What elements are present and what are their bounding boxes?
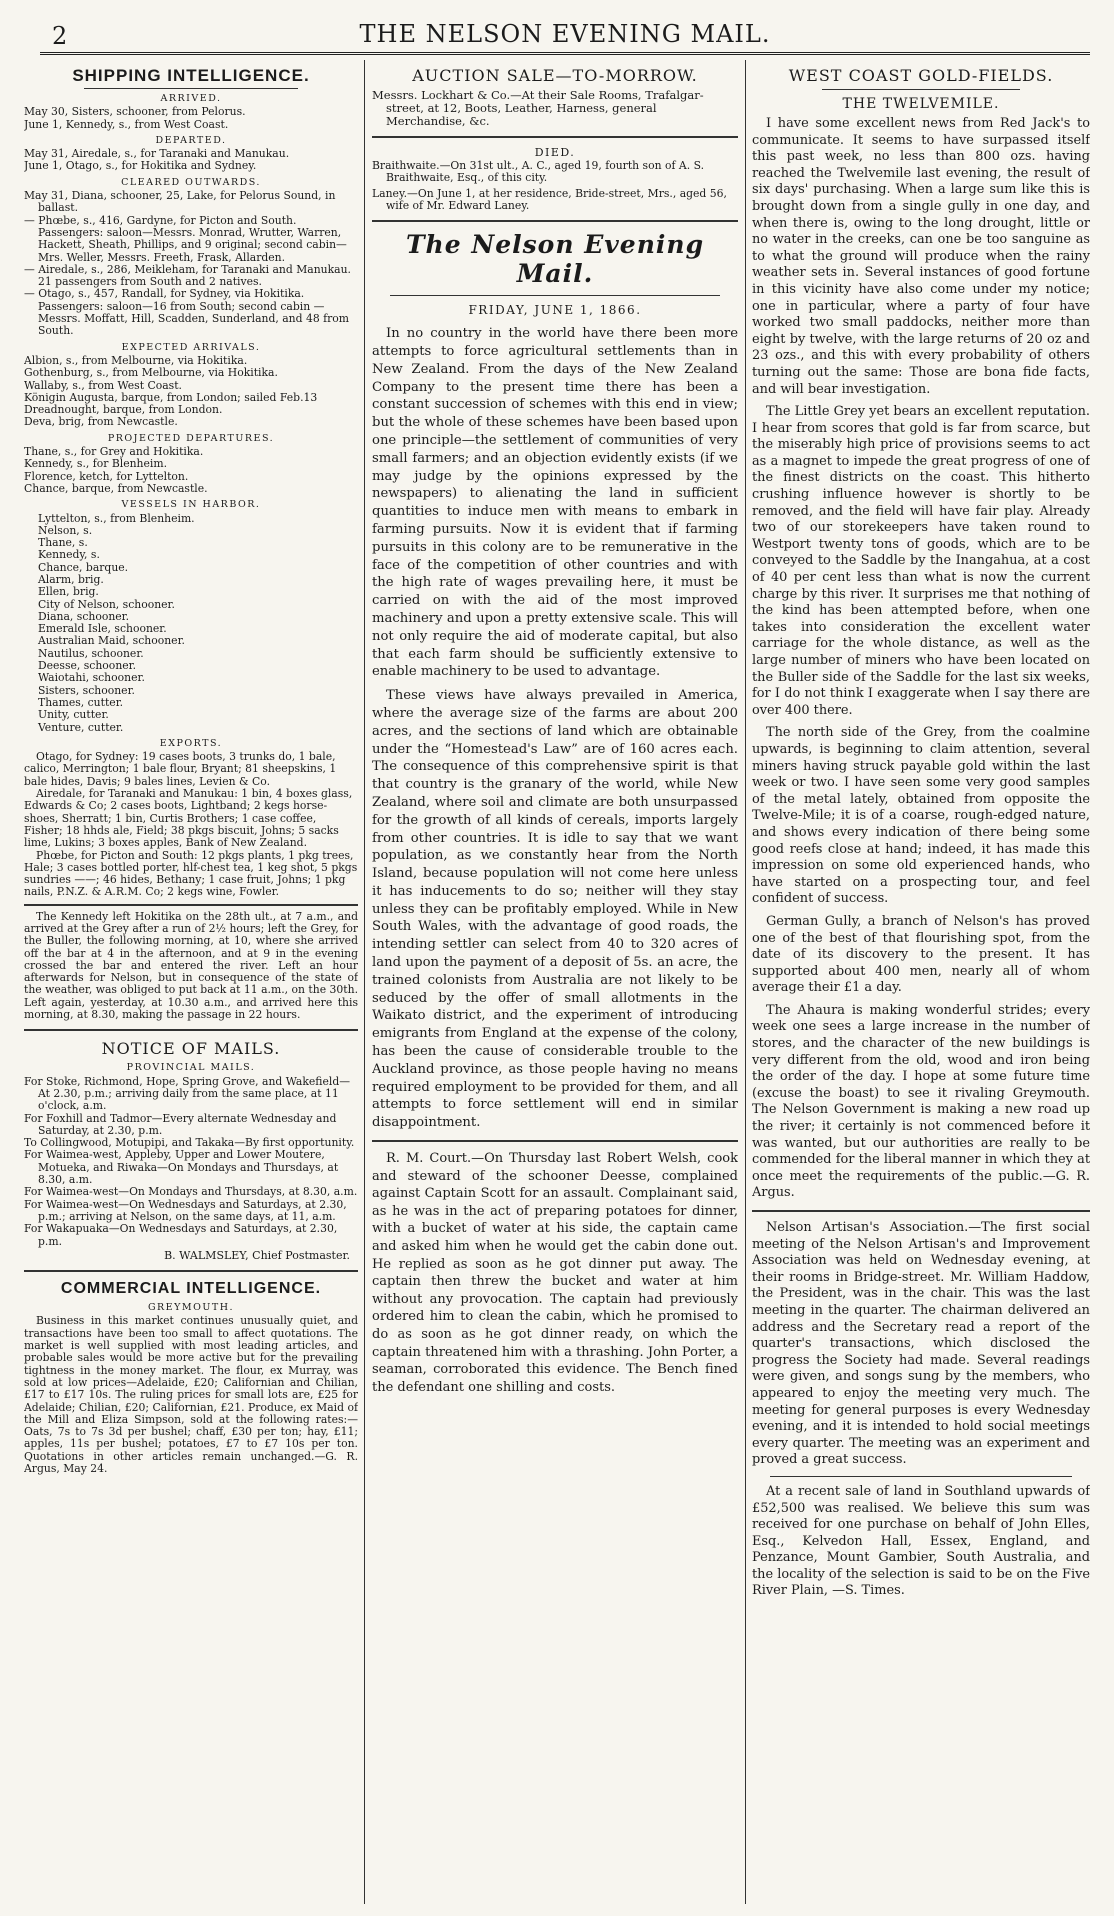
departed-heading: DEPARTED. [155,134,227,146]
divider [24,1029,358,1031]
kennedy-note: The Kennedy left Hokitika on the 28th ult., at 7 a.m., and arrived at the Grey after a run of 2½ hours; left the Grey, for the Buller, the following morning, at 10, where she arrived off the bar at 4 in the afternoon, and at 9 in the evening crossed the bar and entered the river. Left an hour afterwards for Nelson, but in consequence of the state of the weather, was obliged to put back at 11 a.m., on the 30th. Left again, yesterday, at 10.30 a.m., and arrived here this morning, at 8.30, making the passage in 22 hours. [24,909,358,1022]
mails-signature: B. WALMSLEY, Chief Postmaster. [164,1248,350,1262]
goldfields-subheading: THE TWELVEMILE. [842,96,1000,112]
cleared-item: May 31, Diana, schooner, 25, Lake, for Pelorus Sound, in ballast. [24,189,336,215]
divider [822,89,1020,90]
mail-item: To Collingwood, Motupipi, and Takaka—By first opportunity. [24,1136,355,1150]
exports-heading: EXPORTS. [159,737,223,749]
died-item: Braithwaite.—On 31st ult., A. C., aged 19, fourth son of A. S. Braithwaite, Esq., of this city. [372,159,705,185]
arrived-item: June 1, Kennedy, s., from West Coast. [24,117,229,131]
masthead [40,14,1090,48]
editorial-paragraph: These views have always prevailed in America, where the average size of the farms are about 200 acres, and the sections of land which are obtainable under the “Homestead's Law” are of 160 acres each. The consequence of this comprehensive spirit is that that country is the granary of the world, while New Zealand, where soil and climate are both unsurpassed for the growth of all kinds of cereals, imports largely from other countries. It is idle to say that we want population, as we constantly hear from the North Island, because population will not come here unless it has inducements to do so; neither will they stay unless they can be profitably employed. While in New South Wales, with the advantage of good roads, the intending settler can select from 40 to 320 acres of land upon the payment of a deposit of 5s. an acre, the trained colonists from Australia are not likely to be seduced by the offer of small allotments in the Waikato district, and the experiment of introducing emigrants from England at the expense of the colony, has been the cause of considerable trouble to the Auckland province, as those people having no means required employment to be provided for them, and all attempts to force settlement will end in similar disappointment. [372,688,738,1131]
cleared-item: — Phœbe, s., 416, Gardyne, for Picton and South. Passengers: saloon—Messrs. Monrad, Wrutter, Warren, Hackett, Sheath, Phillips, and 9 original; second cabin—Mrs. Weller, Messrs. Freeth, Frask, Allarden. [24,213,347,264]
expected-item: Königin Augusta, barque, from London; sailed Feb.13 [24,390,318,404]
expected-item: Gothenburg, s., from Melbourne, via Hokitika. [24,366,278,380]
expected-item: Albion, s., from Melbourne, via Hokitika. [24,353,248,367]
auction-text: Messrs. Lockhart & Co.—At their Sale Rooms, Trafalgar-street, at 12, Boots, Leather, Harness, general Merchandise, &c. [372,88,704,128]
mail-item: For Waimea-west—On Wednesdays and Saturdays, at 2.30, p.m.; arriving at Nelson, on the same days, at 11, a.m. [24,1197,347,1223]
export-item: Phœbe, for Picton and South: 12 pkgs plants, 1 pkg trees, Hale; 3 cases bottled porter, hlf-chest tea, 1 keg shot, 5 pkgs sundries ——; 46 hides, Bethany; 1 case fruit, Johns; 1 pkg nails, P.N.Z. & A.R.M. Co; 2 kegs wine, Fowler. [24,848,358,899]
goldfields-paragraph: I have some excellent news from Red Jack's to communicate. It seems to have surpassed itself this past week, no less than 800 ozs. having reached the Twelvemile last evening, the result of six days' purchasing. When a large sum like this is brought down from a single gully in one day, and when there is, owing to the long drought, little or no water in the creeks, can one be too sanguine as to what the ground will produce when the rainy weather sets in. Several instances of good fortune in this vicinity have also come under my notice; one in particular, where a party of four have worked two small paddocks, neither more than eight by twelve, with the large returns of 20 oz and 23 ozs., and this with every probability of others turning out the same: Those are bona fide facts, and will bear investigation. [752,116,1090,397]
column-right [752,66,1090,1902]
vessel-item: Venture, cutter. [38,720,124,734]
divider [770,1476,1072,1477]
commercial-text: Business in this market continues unusually quiet, and transactions have been too small to affect quotations. The market is well supplied with most leading articles, and probable sales would be more active but for the prevailing tightness in the money market. The flour, ex Murray, was sold at low prices—Adelaide, £20; Californian and Chilian, £17 to £17 10s. The ruling prices for small lots are, £25 for Adelaide; Chilian, £20; Californian, £21. Produce, ex Maid of the Mill and Eliza Simpson, sold at the following rates:—Oats, 7s to 7s 3d per bushel; chaff, £30 per ton; hay, £11; apples, 11s per bushel; potatoes, £7 to £7 10s per ton. Quotations in other articles remain unchanged.—G. R. Argus, May 24. [24,1314,358,1475]
vessel-item: Lyttelton, s., from Blenheim. [38,511,195,525]
divider [390,295,720,296]
died-item: Laney.—On June 1, at her residence, Bride-street, Mrs., aged 56, wife of Mr. Edward Laney. [372,186,727,212]
vessel-item: Ellen, brig. [38,585,99,599]
vessel-item: Nelson, s. [38,523,93,537]
goldfields-paragraph: The north side of the Grey, from the coalmine upwards, is beginning to claim attention, several miners having struck payable gold within the last week or two. I have seen some very good samples of the metal lately, obtained from opposite the Twelve-Mile; it is of a coarse, rough-edged nature, and shows every indication of there being some good reefs close at hand; indeed, it has made this impression on some old experienced hands, who have started on a prospecting tour, and feel confident of success. [752,725,1090,907]
departed-item: June 1, Otago, s., for Hokitika and Sydney. [24,159,257,173]
vessel-item: Sisters, schooner. [38,683,135,697]
auction-heading: AUCTION SALE—TO-MORROW. [412,66,698,85]
artisans-section [752,1220,1090,1469]
vessel-item: Kennedy, s. [38,548,100,562]
died-heading: DIED. [534,146,576,159]
died-section [372,160,738,212]
expected-item: Dreadnought, barque, from London. [24,403,223,417]
rm-court-section [372,1150,738,1396]
vessel-item: Chance, barque. [38,560,129,574]
vessel-item: Alarm, brig. [38,572,104,586]
cleared-item: — Otago, s., 457, Randall, for Sydney, via Hokitika. Passengers: saloon—16 from South; second cabin —Messrs. Moffatt, Hill, Scadden, Sunderland, and 48 from South. [24,287,350,338]
departed-item: May 31, Airedale, s., for Taranaki and Manukau. [24,147,290,161]
cleared-heading: CLEARED OUTWARDS. [121,176,261,188]
vessel-item: Emerald Isle, schooner. [38,622,167,636]
page-number: 2 [52,22,68,50]
vessels-heading: VESSELS IN HARBOR. [121,499,261,511]
arrived-heading: ARRIVED. [160,93,222,104]
divider [372,1140,738,1142]
expected-item: Deva, brig, from Newcastle. [24,415,178,429]
projected-heading: PROJECTED DEPARTURES. [107,432,275,444]
divider [84,88,298,89]
divider [752,1210,1090,1212]
divider [24,1270,358,1272]
divider [372,220,738,222]
mail-item: For Wakapuaka—On Wednesdays and Saturdays, at 2.30, p.m. [24,1222,338,1248]
column-divider-1 [364,60,365,1904]
vessel-item: Deesse, schooner. [38,659,137,673]
southland-section [752,1484,1090,1600]
masthead-rule [40,52,1090,55]
mails-subheading: PROVINCIAL MAILS. [126,1062,256,1074]
paper-title: THE NELSON EVENING MAIL. [359,20,771,48]
editorial-date: FRIDAY, JUNE 1, 1866. [468,303,642,318]
vessel-item: Thane, s. [38,536,88,550]
projected-item: Kennedy, s., for Blenheim. [24,457,168,471]
mail-item: For Foxhill and Tadmor—Every alternate Wednesday and Saturday, at 2.30, p.m. [24,1111,337,1137]
divider [372,136,738,138]
goldfields-paragraph: The Little Grey yet bears an excellent reputation. I hear from scores that gold is far from scarce, but the miserably high price of provisions seems to act as a magnet to impede the great progress of one of the finest districts on the coast. This hitherto crushing influence however is shortly to be removed, and the field will have fair play. Already two of our storekeepers have taken round to Westport twenty tons of goods, which are to be conveyed to the Saddle by the Inangahua, at a cost of 40 per cent less than what is now the current charge by this river. It surprises me that nothing of the kind has been attempted before, when one takes into consideration the excellent water carriage for the whole distance, as well as the large number of miners who have been located on the Buller side of the Saddle for the last six weeks, for I do not think I exaggerate when I say there are over 400 there. [752,404,1090,718]
mail-item: For Waimea-west—On Mondays and Thursdays, at 8.30, a.m. [24,1185,358,1199]
commercial-subheading: GREYMOUTH. [147,1302,235,1314]
vessel-item: Diana, schooner. [38,609,130,623]
expected-item: Wallaby, s., from West Coast. [24,378,182,392]
column-divider-2 [745,60,746,1904]
shipping-section [24,93,358,1021]
vessel-item: Waiotahi, schooner. [38,671,145,685]
vessels-list [24,513,358,734]
southland-text: At a recent sale of land in Southland upwards of £52,500 was realised. We believe this sum was received for one purchase on behalf of John Elles, Esq., Kelvedon Hall, Essex, England, and Penzance, Mount Gambier, South Australia, and the locality of the selection is said to be on the Five River Plain, —S. Times. [752,1483,1090,1599]
goldfields-paragraph: German Gully, a branch of Nelson's has proved one of the best of that flourishing spot, from the date of its discovery to the present. It has supported about 400 men, nearly all of whom average their £1 a day. [752,913,1090,996]
projected-item: Chance, barque, from Newcastle. [24,481,208,495]
expected-heading: EXPECTED ARRIVALS. [121,341,261,353]
vessel-item: City of Nelson, schooner. [38,597,175,611]
vessel-item: Nautilus, schooner. [38,646,144,660]
editorial-paragraph: In no country in the world have there been more attempts to force agricultural settlements than in New Zealand. From the days of the New Zealand Company to the present time there has been a constant succession of schemes with this end in view; but the whole of these schemes have been based upon one principle—the settlement of communities of very small farmers; and an objection evidently exists (if we may judge by the opinions expressed by the newspapers) to alienating the land in sufficient quantities to induce men with means to embark in farming pursuits. Now it is evident that if farming pursuits in this colony are to be remunerative in the face of the competition of other countries and with the high rate of wages prevailing here, it must be carried on with the aid of the most improved machinery and upon a pretty extensive scale. This will not only require the aid of moderate capital, but also that each farm should be sufficiently extensive to enable machinery to be used to advantage. [372,326,738,680]
mail-item: For Waimea-west, Appleby, Upper and Lower Moutere, Motueka, and Riwaka—On Mondays and Thursdays, at 8.30, a.m. [24,1148,339,1187]
cleared-item: — Airedale, s., 286, Meikleham, for Taranaki and Manukau. 21 passengers from South and 2 natives. [24,262,351,289]
editorial-flag: The Nelson Evening Mail. [405,230,705,289]
mails-heading: NOTICE OF MAILS. [101,1039,281,1059]
goldfields-body [752,116,1090,1202]
column-middle [372,66,738,1902]
vessel-item: Thames, cutter. [38,695,124,709]
arrived-item: May 30, Sisters, schooner, from Pelorus. [24,105,246,119]
auction-section [372,89,738,128]
shipping-heading: SHIPPING INTELLIGENCE. [72,66,310,85]
vessel-item: Unity, cutter. [38,708,109,722]
mail-item: For Stoke, Richmond, Hope, Spring Grove, and Wakefield—At 2.30, p.m.; arriving daily from the same place, at 11 o'clock, a.m. [24,1074,351,1113]
divider [24,904,358,906]
column-left [24,66,358,1902]
goldfields-paragraph: The Ahaura is making wonderful strides; every week one sees a large increase in the number of stores, and the character of the new buildings is very different from the old, wood and iron being the order of the day. I hope at some future time (excuse the boast) to see it rivaling Greymouth. The Nelson Government is making a new road up the river; it certainly is not commenced before it was wanted, but our authorities are really to be commended for the liberal manner in which they at once meet the requirements of the public.—G. R. Argus. [752,1002,1090,1201]
projected-item: Florence, ketch, for Lyttelton. [24,469,189,483]
export-item: Otago, for Sydney: 19 cases boots, 3 trunks do, 1 bale, calico, Merrington; 1 bale flour, Bryant; 81 sheepskins, 1 bale hides, Davis; 9 bales lines, Levien & Co. [24,750,337,788]
projected-item: Thane, s., for Grey and Hokitika. [24,445,204,459]
artisans-text: Nelson Artisan's Association.—The first social meeting of the Nelson Artisan's and Improvement Association was held on Wednesday evening, at their rooms in Bridge-street. Mr. William Haddow, the President, was in the chair. This was the last meeting in the quarter. The chairman delivered an address and the Secretary read a report of the quarter's transactions, which disclosed the progress the Society had made. Several readings were given, and songs sung by the members, who appeared to enjoy the meeting very much. The meeting for general purposes is every Wednesday evening, and it is intended to hold social meetings every quarter. The meeting was an experiment and proved a great success. [752,1220,1090,1468]
commercial-section [24,1302,358,1475]
export-item: Airedale, for Taranaki and Manukau: 1 bin, 4 boxes glass, Edwards & Co; 2 cases boots, Lightband; 2 kegs horse-shoes, Sherratt; 1 bin, Curtis Brothers; 1 case coffee, Fisher; 18 hhds ale, Field; 38 pkgs biscuit, Johns; 5 sacks lime, Lukins; 3 boxes apples, Bank of New Zealand. [24,787,353,850]
commercial-heading: COMMERCIAL INTELLIGENCE. [60,1280,322,1298]
vessel-item: Australian Maid, schooner. [38,634,185,648]
rm-court-text: R. M. Court.—On Thursday last Robert Welsh, cook and steward of the schooner Deesse, complained against Captain Scott for an assault. Complainant said, as he was in the act of preparing potatoes for dinner, with a bucket of water at his side, the captain came and asked him when he would get the cabin done out. He replied as soon as he got dinner put away. The captain then threw the bucket and water at him without any provocation. The captain had previously ordered him to clean the cabin, which he promised to do as soon as he got dinner ready, on which the captain threatened him with a thrashing. John Porter, a seaman, corroborated this evidence. The Bench fined the defendant one shilling and costs. [372,1151,738,1395]
goldfields-heading: WEST COAST GOLD-FIELDS. [788,66,1054,85]
mails-section [24,1062,358,1262]
editorial-body [372,325,738,1132]
